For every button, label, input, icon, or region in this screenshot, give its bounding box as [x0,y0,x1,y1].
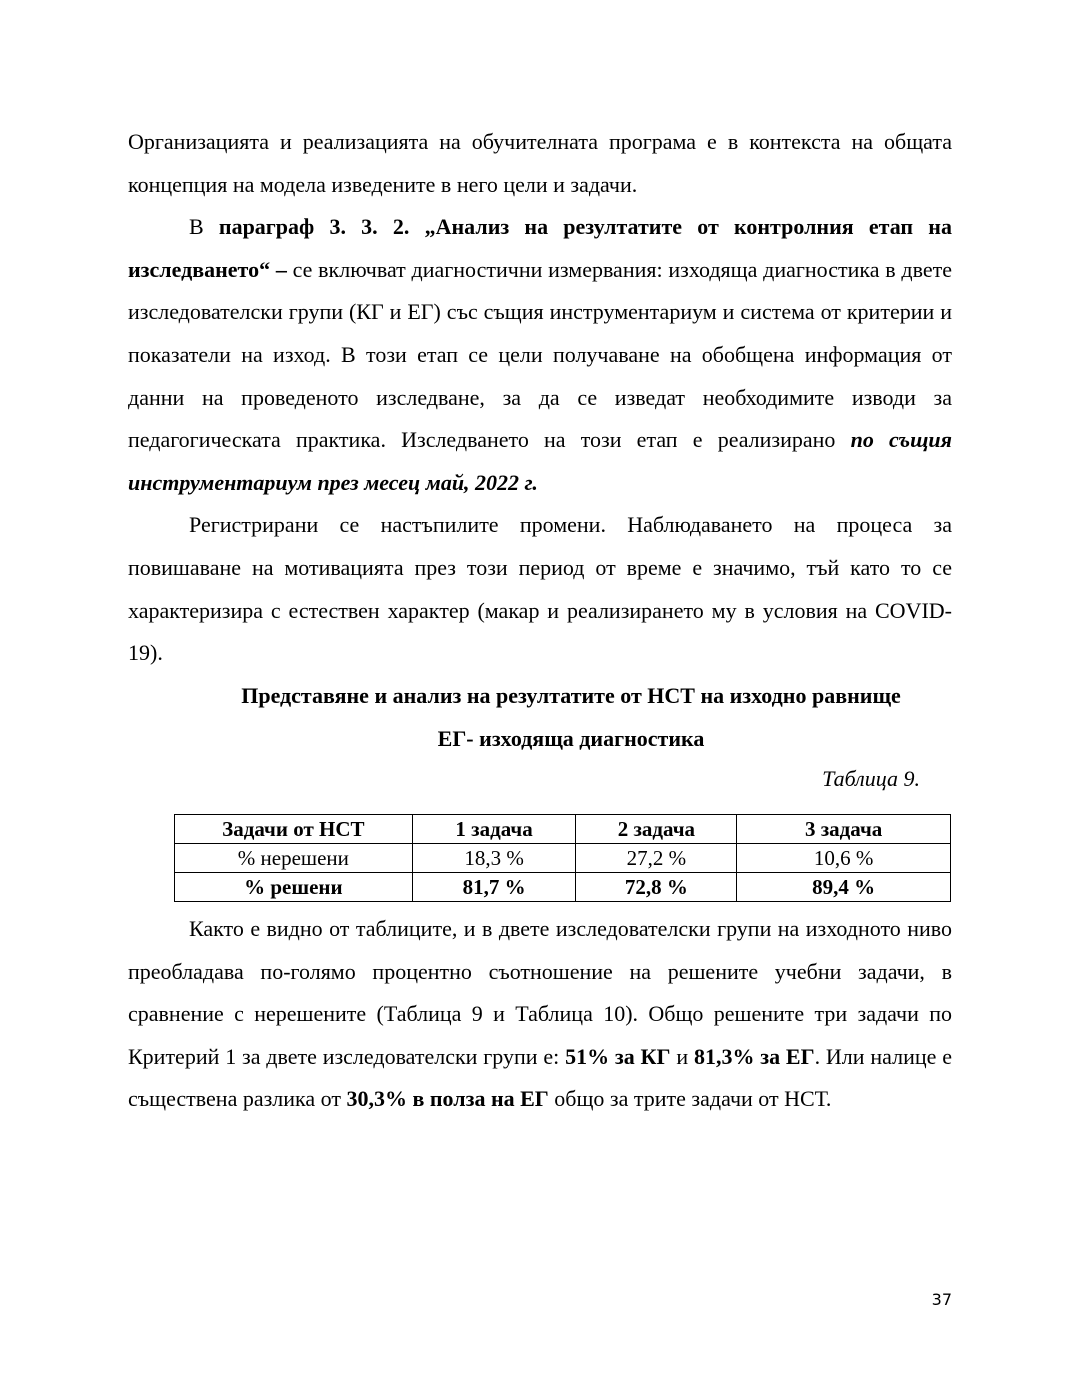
paragraph-4-bold-1: 51% за КГ [565,1043,671,1069]
paragraph-4-text-3: . Или налице е съществена разлика от [128,1043,952,1112]
paragraph-4-bold-3: 30,3% в полза на ЕГ [346,1086,549,1112]
section-heading [128,675,1014,760]
table-row [175,873,951,902]
paragraph-1: Организацията и реализацията на обучителната програма е в контекста на общата концепция на модела изведените в него цели и задачи. [128,129,952,197]
paragraph-4-text-2: и [670,1043,694,1069]
paragraph-2-bold: параграф 3. 3. 2. „Анализ на резултатите от контролния етап на изследването“ – [128,214,952,282]
table-header-cell: Задачи от НСТ [175,815,413,844]
paragraph-2-lead: В [189,214,219,240]
table-header-cell: 1 задача [412,815,576,844]
table-cell: % решени [175,873,413,902]
section-heading-line-1: Представяне и анализ на резултатите от НСТ на изходно равнище [241,683,901,708]
table-header-row [175,815,951,844]
table-cell: 10,6 % [737,844,951,873]
paragraph-2-body: се включват диагностични измервания: изходяща диагностика в двете изследователски групи (КГ и ЕГ) със същия инструментариум и система от критерии и показатели на изход. В този етап се цели получаване на обобщена информация от данни на проведеното изследване, за да се изведат необходимите изводи за педагогическата практика. Изследването на този етап е реализирано [128,256,952,453]
table-cell: 18,3 % [412,844,576,873]
paragraph-conclusion [128,908,952,1121]
paragraph-4-text-1: Както е видно от таблиците, и в двете изследователски групи на изходното ниво преобладава по-голямо процентно съотношение на решените учебни задачи, в сравнение с нерешените (Таблица 9 и Таблица 10). Общо решените три задачи по Критерий 1 за двете изследователски групи е: [128,916,952,1069]
table-cell: 81,7 % [412,873,576,902]
paragraph-2 [128,206,952,504]
table-cell: 27,2 % [576,844,737,873]
paragraph-intro [128,121,952,675]
table-caption: Таблица 9. [822,766,920,791]
paragraph-4-bold-2: 81,3% за ЕГ [693,1043,815,1069]
paragraph-2-bold-italic: по същия инструментариум през месец май, 2022 г. [128,427,952,495]
results-table [174,814,951,902]
table-header-cell: 2 задача [576,815,737,844]
paragraph-3: Регистрирани се настъпилите промени. Наблюдаването на процеса за повишаване на мотивацията през този период от време е значимо, тъй като то се характеризира с естествен характер (макар и реализирането му в условия на COVID- 19). [128,512,952,666]
section-heading-line-2: ЕГ- изходяща диагностика [437,725,705,751]
page-number: 37 [931,1290,952,1309]
paragraph-4-text-4: общо за трите задачи от НСТ. [548,1086,832,1112]
table-cell: 89,4 % [737,873,951,902]
table-cell: 72,8 % [576,873,737,902]
table-header-cell: 3 задача [737,815,951,844]
table-cell: % нерешени [175,844,413,873]
table-row [175,844,951,873]
paragraph-4 [128,908,952,1121]
